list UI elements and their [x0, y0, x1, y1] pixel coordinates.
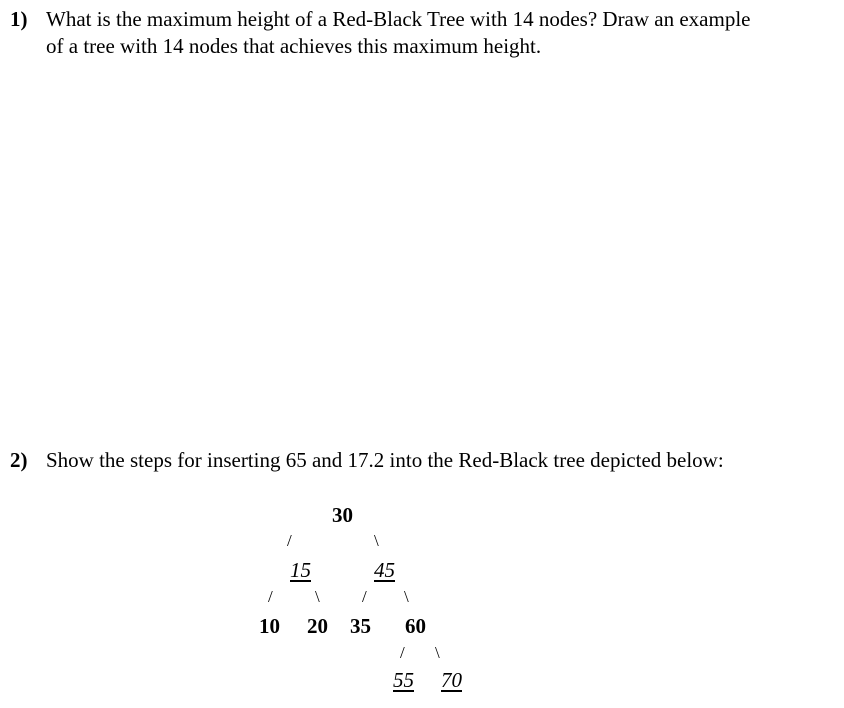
question-1-number: 1): [10, 7, 28, 31]
tree-edge-45-60: \: [404, 587, 409, 606]
question-1-text-line2: of a tree with 14 nodes that achieves this maximum height.: [46, 34, 542, 58]
tree-node-55: 55: [393, 668, 414, 692]
tree-edge-60-55: /: [400, 643, 405, 662]
tree-node-35: 35: [350, 614, 371, 638]
tree-edge-60-70: \: [435, 643, 440, 662]
tree-node-30: 30: [332, 503, 353, 527]
tree-node-70: 70: [441, 668, 462, 692]
tree-edge-15-10: /: [268, 587, 273, 606]
tree-node-60: 60: [405, 614, 426, 638]
tree-edge-30-45: \: [374, 531, 379, 550]
tree-node-15: 15: [290, 558, 311, 582]
tree-edge-30-15: /: [287, 531, 292, 550]
tree-edge-15-20: \: [315, 587, 320, 606]
question-1-text-line1: What is the maximum height of a Red-Black Tree with 14 nodes? Draw an example: [46, 7, 751, 31]
tree-node-45: 45: [374, 558, 395, 582]
question-2-number: 2): [10, 448, 28, 472]
question-2-text: Show the steps for inserting 65 and 17.2 into the Red-Black tree depicted below:: [46, 448, 724, 472]
tree-node-20: 20: [307, 614, 328, 638]
tree-node-10: 10: [259, 614, 280, 638]
tree-edge-45-35: /: [362, 587, 367, 606]
